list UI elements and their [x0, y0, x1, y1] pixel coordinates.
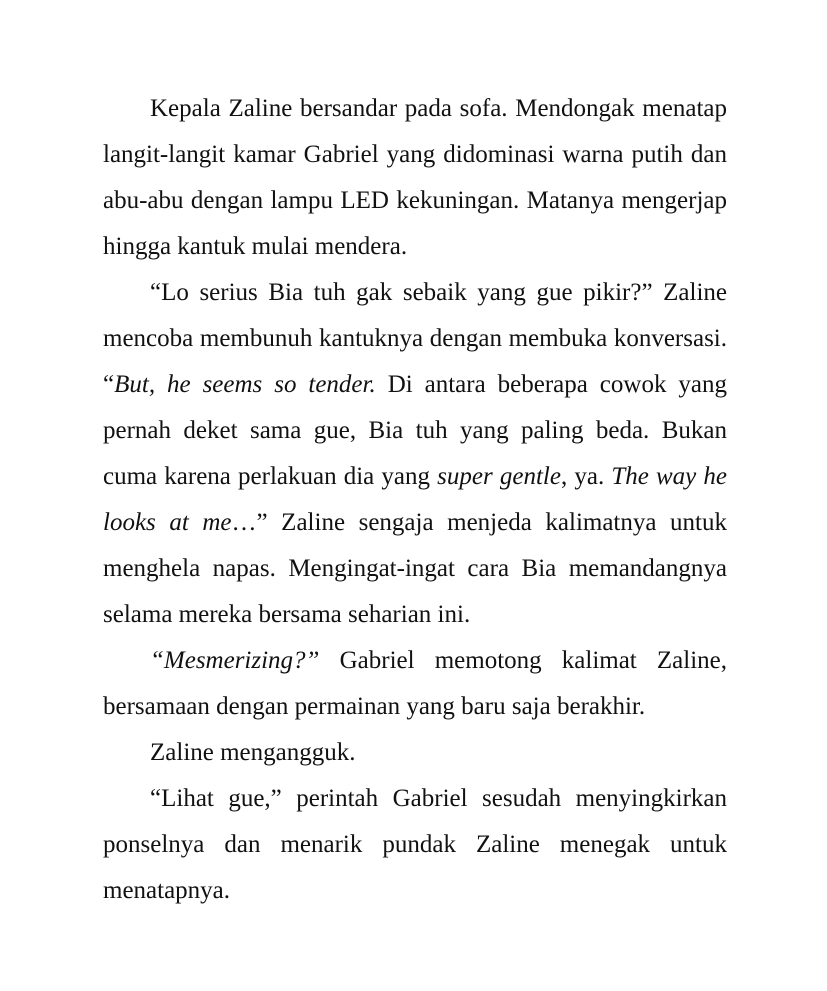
paragraph-2: [103, 270, 727, 638]
paragraph-2-italic-part-1: But, he seems so tender.: [114, 371, 376, 398]
paragraph-2-italic-part-2: super gentle: [437, 463, 561, 490]
paragraph-3-italic-part-1: “Mesmerizing?”: [150, 647, 320, 674]
document-page: [103, 86, 727, 914]
paragraph-4-text: Zaline mengangguk.: [150, 739, 356, 766]
paragraph-2-text-part-2: Di antara beberapa cowok yang pernah deket sama gue, Bia tuh yang paling beda. Bukan cuma karena perlakuan dia yang: [103, 371, 727, 490]
paragraph-2-italic-part-3: The way he looks at me: [103, 463, 727, 536]
paragraph-2-text-part-4: …” Zaline sengaja menjeda kalimatnya untuk menghela napas. Mengingat-ingat cara Bia memandangnya selama mereka bersama seharian ini.: [103, 509, 727, 628]
paragraph-1-text: Kepala Zaline bersandar pada sofa. Mendongak menatap langit-langit kamar Gabriel yang didominasi warna putih dan abu-abu dengan lampu LED kekuningan. Matanya mengerjap hingga kantuk mulai mendera.: [103, 95, 727, 260]
paragraph-5-text: “Lihat gue,” perintah Gabriel sesudah menyingkirkan ponselnya dan menarik pundak Zaline menegak untuk menatapnya.: [103, 785, 727, 904]
paragraph-4: [103, 730, 727, 776]
paragraph-2-text-part-3: , ya.: [560, 463, 612, 490]
paragraph-2-text-part-1: “Lo serius Bia tuh gak sebaik yang gue pikir?” Zaline mencoba membunuh kantuknya dengan membuka konversasi. “: [103, 279, 727, 398]
paragraph-3-text-part-1: Gabriel memotong kalimat Zaline, bersamaan dengan permainan yang baru saja berakhir.: [103, 647, 727, 720]
paragraph-5: [103, 776, 727, 914]
paragraph-1: [103, 86, 727, 270]
paragraph-3: [103, 638, 727, 730]
